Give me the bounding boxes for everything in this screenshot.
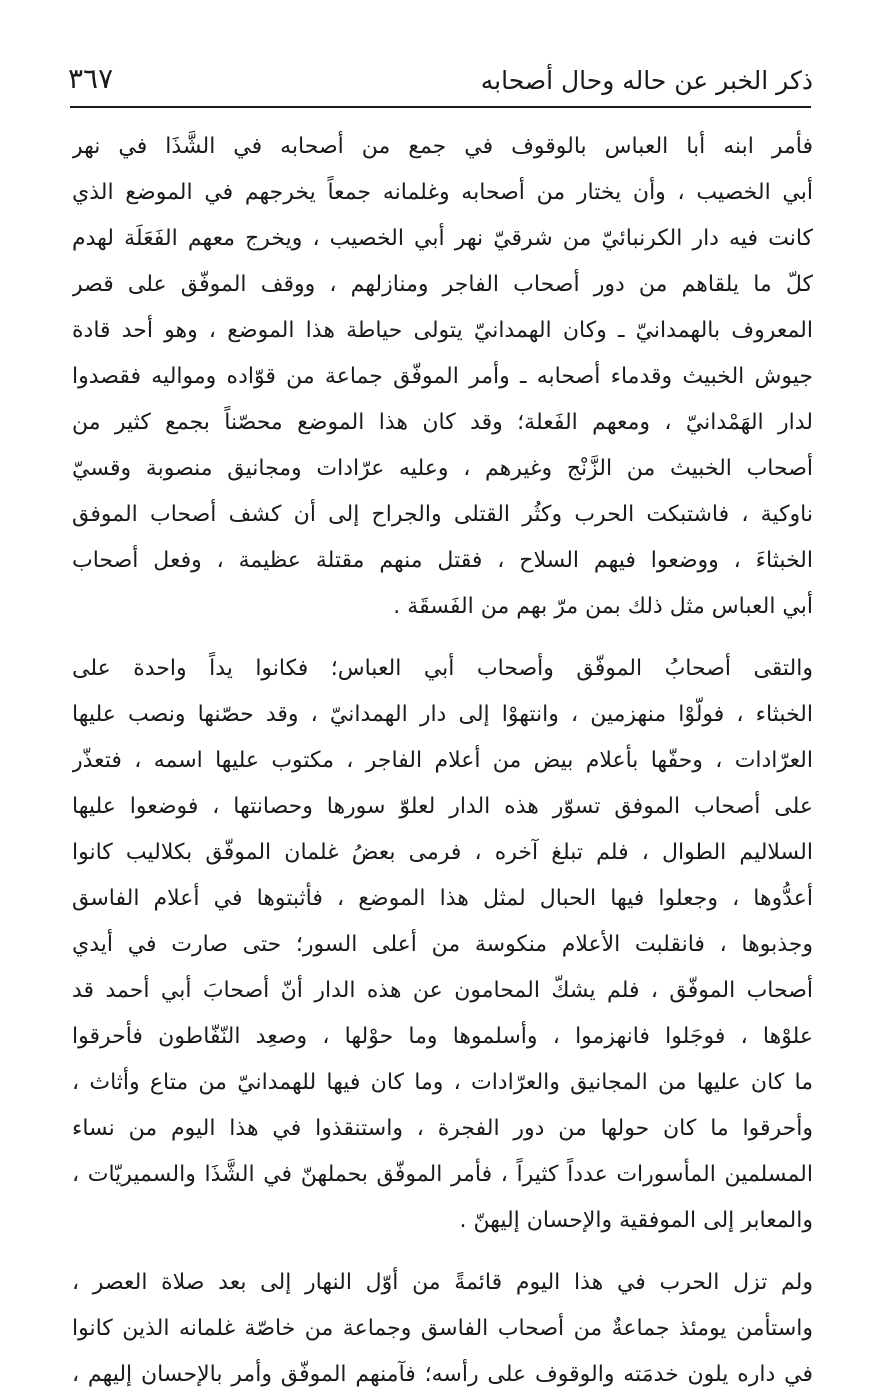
text-line: أعدُّوها ، وجعلوا فيها الحبال لمثل هذا الموضع ، فأثبتوها في أعلام الفاسق [72,886,813,911]
text-line: ما كان عليها من المجانيق والعرّادات ، وما كان فيها للهمدانيّ من متاع وأثاث ، [72,1070,813,1095]
text-line: علوْها ، فوجَلوا فانهزموا ، وأسلموها وما حوْلها ، وصعِد النّفّاطون فأحرقوا [72,1024,813,1049]
running-title: ذكر الخبر عن حاله وحال أصحابه [480,66,813,95]
text-line: أصحاب الموفّق ، فلم يشكّ المحامون عن هذه الدار أنّ أصحابَ أبي أحمد قد [72,978,813,1003]
page-header [68,60,813,104]
text-line: المسلمين المأسورات عدداً كثيراً ، فأمر الموفّق بحملهنّ في الشَّذَا والسميريّات ، [72,1162,813,1187]
text-line: ناوكية ، فاشتبكت الحرب وكثُر القتلى والجراح إلى أن كشف أصحاب الموفق [72,502,813,527]
text-line: السلاليم الطوال ، فلم تبلغ آخره ، فرمى بعضُ غلمان الموفّق بكلاليب كانوا [72,840,813,865]
text-line: وأحرقوا ما كان حولها من دور الفجرة ، واستنقذوا في هذا اليوم من نساء [72,1116,813,1141]
text-line: العرّادات ، وحفّها بأعلام بيض من أعلام الفاجر ، مكتوب عليها اسمه ، فتعذّر [72,748,813,773]
text-line: كلّ ما يلقاهم من دور أصحاب الفاجر ومنازلهم ، ووقف الموفّق على قصر [72,272,813,297]
text-line: أصحاب الخبيث من الزَّنْج وغيرهم ، وعليه عرّادات ومجانيق منصوبة وقسيّ [72,456,813,481]
text-line: أبي الخصيب ، وأن يختار من أصحابه وغلمانه جمعاً يخرجهم في الموضع الذي [72,180,813,205]
text-line: كانت فيه دار الكرنبائيّ من شرقيّ نهر أبي الخصيب ، ويخرج معهم الفَعَلَة لهدم [72,226,813,251]
text-line: ولم تزل الحرب في هذا اليوم قائمةً من أوّل النهار إلى بعد صلاة العصر ، [72,1270,813,1295]
text-line: الخبثاءَ ، ووضعوا فيهم السلاح ، فقتل منهم مقتلة عظيمة ، وفعل أصحاب [72,548,813,573]
paragraph-2 [72,646,813,1244]
page-number: ٣٦٧ [68,62,114,95]
text-line: أبي العباس مثل ذلك بمن مرّ بهم من الفَسقَة . [393,594,813,619]
text-line: جيوش الخبيث وقدماء أصحابه ـ وأمر الموفّق جماعة من قوّاده ومواليه فقصدوا [72,364,813,389]
text-line: الخبثاء ، فولّوْا منهزمين ، وانتهوْا إلى دار الهمدانيّ ، وقد حصّنها ونصب عليها [72,702,813,727]
text-line: المعروف بالهمدانيّ ـ وكان الهمدانيّ يتولى حياطة هذا الموضع ، وهو أحد قادة [72,318,813,343]
text-line: والتقى أصحابُ الموفّق وأصحاب أبي العباس؛ فكانوا يداً واحدة على [72,656,813,681]
text-line: لدار الهَمْدانيّ ، ومعهم الفَعلة؛ وقد كان هذا الموضع محصّناً بجمع كثير من [72,410,813,435]
text-line: فأمر ابنه أبا العباس بالوقوف في جمع من أصحابه في الشَّذَا في نهر [72,134,813,159]
text-line: على أصحاب الموفق تسوّر هذه الدار لعلوّ سورها وحصانتها ، فوضعوا عليها [72,794,813,819]
body-text [72,124,813,1398]
header-rule [70,106,811,108]
paragraph-1 [72,124,813,630]
paragraph-3 [72,1260,813,1398]
text-line: وجذبوها ، فانقلبت الأعلام منكوسة من أعلى السور؛ حتى صارت في أيدي [72,932,813,957]
text-line: والمعابر إلى الموفقية والإحسان إليهنّ . [459,1208,813,1233]
text-line: واستأمن يومئذ جماعةٌ من أصحاب الفاسق وجماعة من خاصّة غلمانه الذين كانوا [72,1316,813,1341]
text-line: في داره يلون خدمَته والوقوف على رأسه؛ فآمنهم الموفّق وأمر بالإحسان إليهم ، [72,1362,813,1387]
